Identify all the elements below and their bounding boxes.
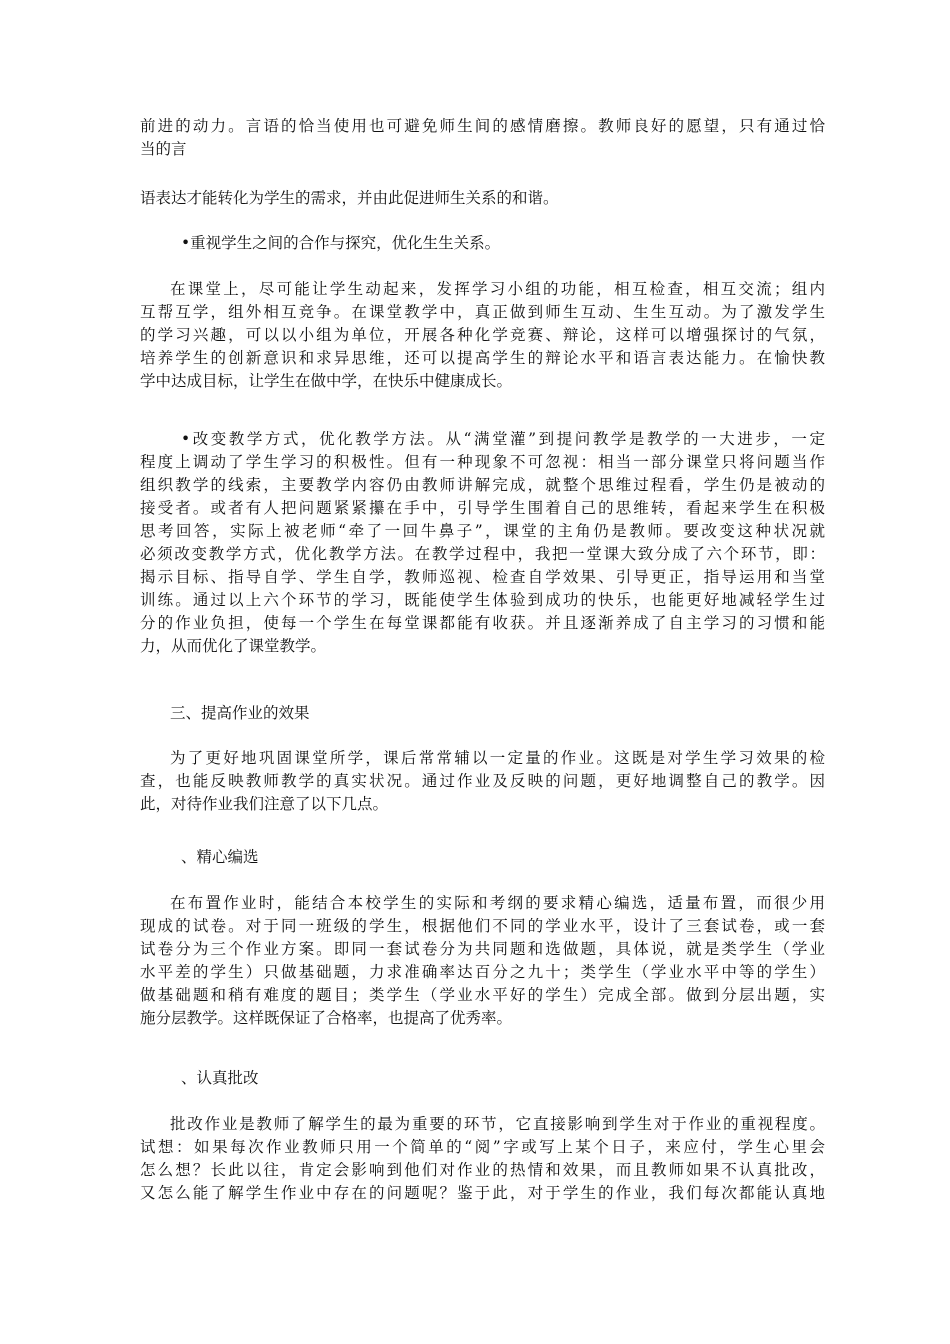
section-heading-3 (140, 702, 825, 725)
text-line: 前进的动力。言语的恰当使用也可避免师生间的感情磨擦。教师良好的愿望，只有通过恰 (140, 117, 825, 135)
text-line: 在布置作业时，能结合本校学生的实际和考纲的要求精心编选，适量布置，而很少用 (170, 894, 825, 912)
text-line: 分的作业负担，使每一个学生在每堂课都能有收获。并且逐渐养成了自主学习的习惯和能 (140, 614, 825, 632)
subheading-text: 、精心编选 (181, 848, 259, 866)
text-line: 当的言 (140, 140, 187, 158)
subheading-selection (140, 846, 825, 869)
text-line: 在课堂上，尽可能让学生动起来，发挥学习小组的功能，相互检查，相互交流；组内 (170, 280, 825, 298)
text-line: 查，也能反映教师教学的真实状况。通过作业及反映的问题，更好地调整自己的教学。因 (140, 772, 825, 790)
text-line: 现成的试卷。对于同一班级的学生，根据他们不同的学业水平，设计了三套试卷，或一套 (140, 917, 825, 935)
text-line: 水平差的学生）只做基础题，力求准确率达百分之九十；类学生（学业水平中等的学生） (140, 963, 825, 981)
bullet-item-teaching-method (140, 428, 825, 658)
subheading-text: 、认真批改 (181, 1069, 259, 1087)
paragraph-homework-intro (140, 747, 825, 816)
text-line: 培养学生的创新意识和求异思维，还可以提高学生的辩论水平和语言表达能力。在愉快教 (140, 349, 825, 367)
text-line: 学中达成目标，让学生在做中学，在快乐中健康成长。 (140, 372, 513, 390)
text-line: 语表达才能转化为学生的需求，并由此促进师生关系的和谐。 (140, 189, 559, 207)
text-line: 又怎么能了解学生作业中存在的问题呢？鉴于此，对于学生的作业，我们每次都能认真地 (140, 1184, 825, 1202)
paragraph-continuation (140, 115, 825, 161)
text-line: 组织教学的线索，主要教学内容仍由教师讲解完成，就整个思维过程看，学生仍是被动的 (140, 476, 825, 494)
text-line: 怎么想？长此以往，肯定会影响到他们对作业的热情和效果，而且教师如果不认真批改， (140, 1161, 825, 1179)
text-line: 批改作业是教师了解学生的最为重要的环节，它直接影响到学生对于作业的重视程度。 (170, 1115, 825, 1133)
paragraph-selection (140, 892, 825, 1030)
text-line: 思考回答，实际上被老师“牵了一回牛鼻子”，课堂的主角仍是教师。要改变这种状况就 (140, 522, 825, 540)
text-line: 的学习兴趣，可以以小组为单位，开展各种化学竞赛、辩论，这样可以增强探讨的气氛， (140, 326, 825, 344)
text-line: 力，从而优化了课堂教学。 (140, 637, 327, 655)
text-line: 揭示目标、指导自学、学生自学，教师巡视、检查自学效果、引导更正，指导运用和当堂 (140, 568, 825, 586)
text-line: 此，对待作业我们注意了以下几点。 (140, 795, 389, 813)
heading-text: 三、提高作业的效果 (170, 704, 310, 722)
text-line: 互帮互学，组外相互竞争。在课堂教学中，真正做到师生互动、生生互动。为了激发学生 (140, 303, 825, 321)
text-line: 接受者。或者有人把问题紧紧攥在手中，引导学生围着自己的思维转，看起来学生在积极 (140, 499, 825, 517)
text-line: 施分层教学。这样既保证了合格率，也提高了优秀率。 (140, 1009, 513, 1027)
subheading-marking (140, 1067, 825, 1090)
paragraph-classroom (140, 278, 825, 393)
paragraph-marking (140, 1113, 825, 1205)
bullet-item-cooperation (140, 232, 825, 255)
text-line: 做基础题和稍有难度的题目；类学生（学业水平好的学生）完成全部。做到分层出题，实 (140, 986, 825, 1004)
bullet-text: •重视学生之间的合作与探究，优化生生关系。 (181, 234, 501, 252)
text-line: •改变教学方式，优化教学方法。从“满堂灌”到提问教学是教学的一大进步，一定 (181, 430, 825, 448)
text-line: 试卷分为三个作业方案。即同一套试卷分为共同题和选做题，具体说，就是类学生（学业 (140, 940, 825, 958)
text-line: 试想：如果每次作业教师只用一个简单的“阅”字或写上某个日子，来应付，学生心里会 (140, 1138, 825, 1156)
text-line: 必须改变教学方式，优化教学方法。在教学过程中，我把一堂课大致分成了六个环节，即： (140, 545, 825, 563)
text-line: 程度上调动了学生学习的积极性。但有一种现象不可忽视：相当一部分课堂只将问题当作 (140, 453, 825, 471)
text-line: 训练。通过以上六个环节的学习，既能使学生体验到成功的快乐，也能更好地减轻学生过 (140, 591, 825, 609)
text-line: 为了更好地巩固课堂所学，课后常常辅以一定量的作业。这既是对学生学习效果的检 (170, 749, 825, 767)
paragraph (140, 187, 825, 210)
